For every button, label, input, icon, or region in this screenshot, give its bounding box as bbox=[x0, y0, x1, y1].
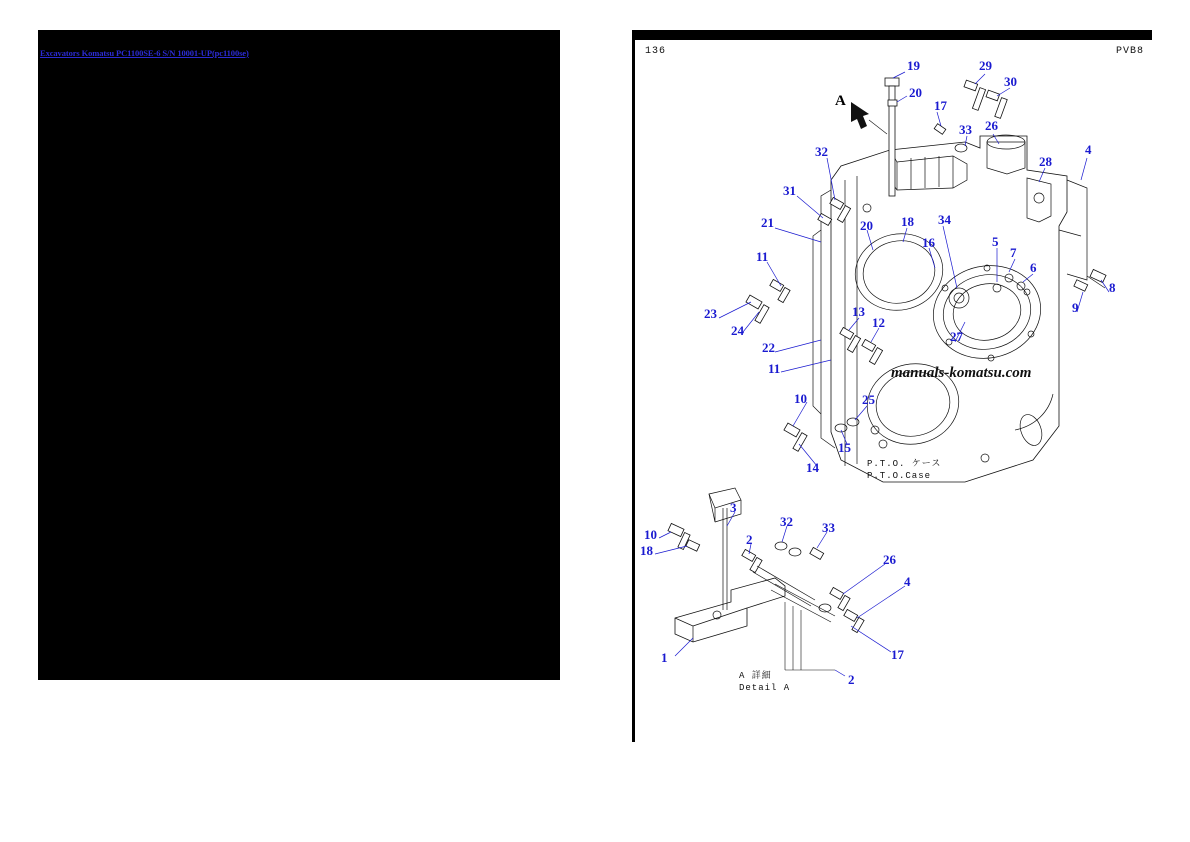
callout-18b: 18 bbox=[640, 543, 653, 558]
caption-en-pto: P.T.O.Case bbox=[867, 471, 932, 481]
parts-diagram bbox=[635, 30, 1152, 742]
callout-15: 15 bbox=[838, 440, 851, 455]
callout-33a: 33 bbox=[959, 122, 972, 137]
page-code: PVB8 bbox=[1115, 46, 1144, 57]
callout-13: 13 bbox=[852, 304, 865, 319]
callout-2b: 2 bbox=[848, 672, 855, 687]
callout-6: 6 bbox=[1030, 260, 1037, 275]
watermark-text: manuals-komatsu.com bbox=[891, 365, 1032, 381]
callout-28: 28 bbox=[1039, 154, 1052, 169]
callout-20b: 20 bbox=[860, 218, 873, 233]
caption-jp-pto: P.T.O. ケース bbox=[867, 459, 942, 469]
preview-image-panel bbox=[38, 30, 560, 680]
callout-12: 12 bbox=[872, 315, 885, 330]
callout-7: 7 bbox=[1010, 245, 1017, 260]
callout-8: 8 bbox=[1109, 280, 1116, 295]
callout-19: 19 bbox=[907, 58, 920, 73]
callout-26b: 26 bbox=[883, 552, 896, 567]
callout-16: 16 bbox=[922, 235, 935, 250]
detail-caption bbox=[739, 669, 790, 693]
callout-21: 21 bbox=[761, 215, 774, 230]
callout-32a: 32 bbox=[815, 144, 828, 159]
callout-24: 24 bbox=[731, 323, 744, 338]
callout-3: 3 bbox=[730, 500, 737, 515]
caption-en-detail: Detail A bbox=[739, 683, 791, 693]
callout-9: 9 bbox=[1072, 300, 1079, 315]
callout-2a: 2 bbox=[746, 532, 753, 547]
callout-4a: 4 bbox=[1085, 142, 1092, 157]
callout-10a: 10 bbox=[794, 391, 807, 406]
callout-30: 30 bbox=[1004, 74, 1017, 89]
parts-drawing-panel bbox=[632, 30, 1152, 742]
callout-25: 25 bbox=[862, 392, 875, 407]
callout-33b: 33 bbox=[822, 520, 835, 535]
callout-26a: 26 bbox=[985, 118, 998, 133]
svg-text:A: A bbox=[835, 93, 846, 109]
callout-22: 22 bbox=[762, 340, 775, 355]
callout-31: 31 bbox=[783, 183, 796, 198]
document-title-link[interactable]: Excavators Komatsu PC1100SE-6 S/N 10001-UP(pc1100se) bbox=[40, 48, 249, 58]
callout-32b: 32 bbox=[780, 514, 793, 529]
callout-34: 34 bbox=[938, 212, 951, 227]
callout-27: 27 bbox=[950, 329, 963, 344]
callout-29: 29 bbox=[979, 58, 992, 73]
callout-14: 14 bbox=[806, 460, 819, 475]
callout-11b: 11 bbox=[768, 361, 781, 376]
callout-18a: 18 bbox=[901, 214, 914, 229]
caption-jp-detail: A 詳細 bbox=[739, 671, 772, 681]
callout-11a: 11 bbox=[756, 249, 769, 264]
callout-10b: 10 bbox=[644, 527, 657, 542]
callout-17: 17 bbox=[934, 98, 947, 113]
callout-4b: 4 bbox=[904, 574, 911, 589]
detail-a-assembly bbox=[668, 488, 864, 670]
page-number: 136 bbox=[645, 46, 667, 57]
callout-23: 23 bbox=[704, 306, 717, 321]
callout-1: 1 bbox=[661, 650, 668, 665]
detail-a-marker bbox=[835, 93, 887, 134]
callout-20a: 20 bbox=[909, 85, 922, 100]
callout-17b: 17 bbox=[891, 647, 904, 662]
callout-5: 5 bbox=[992, 234, 999, 249]
